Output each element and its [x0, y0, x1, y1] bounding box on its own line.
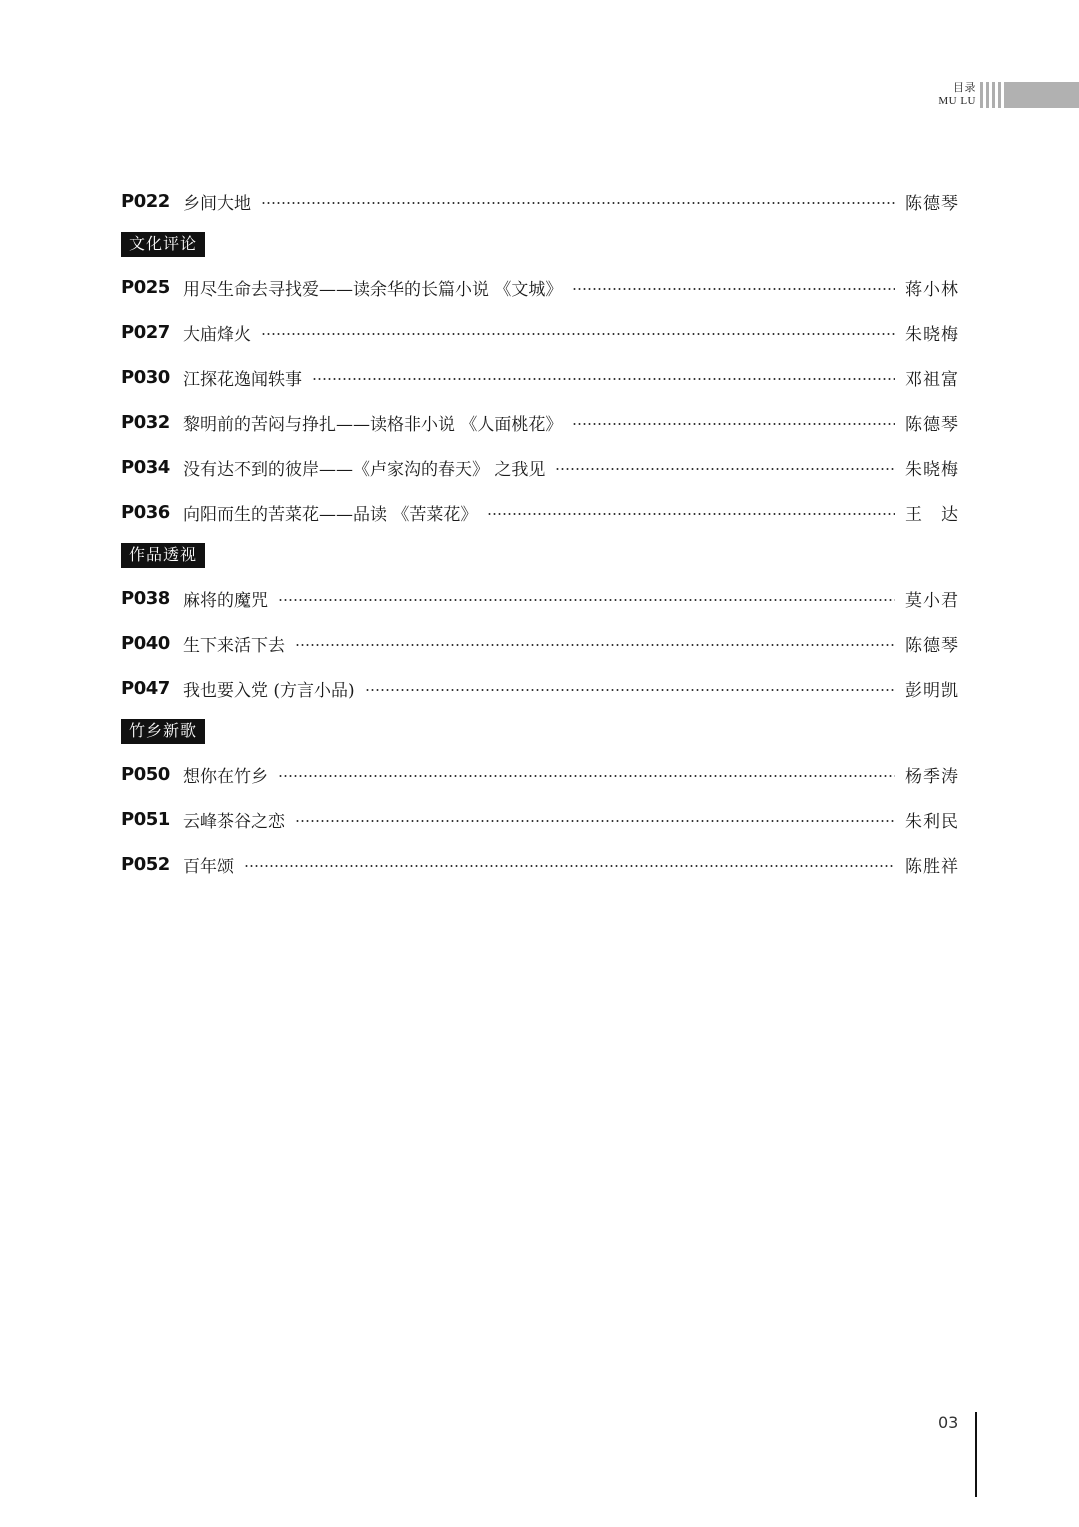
- dot-leader: [555, 468, 895, 470]
- page-code: P030: [121, 366, 170, 388]
- toc-entry[interactable]: [121, 452, 959, 482]
- toc-entry[interactable]: [121, 407, 959, 437]
- toc-entry[interactable]: [121, 362, 959, 392]
- dot-leader: [295, 820, 895, 822]
- dot-leader: [295, 644, 895, 646]
- entry-author: 杨季涛: [905, 766, 959, 787]
- entry-title: 百年颂: [183, 856, 234, 877]
- entry-author: 陈德琴: [905, 635, 959, 656]
- entry-title: 向阳而生的苦菜花——品读 《苦菜花》: [183, 504, 478, 525]
- entry-title: 云峰茶谷之恋: [183, 811, 285, 832]
- entry-author: 莫小君: [905, 590, 959, 611]
- entry-author: 王 达: [905, 504, 959, 525]
- entry-title: 用尽生命去寻找爱——读余华的长篇小说 《文城》: [183, 279, 563, 300]
- toc-entry[interactable]: [121, 759, 959, 789]
- entry-author: 朱晓梅: [905, 324, 959, 345]
- page-code: P052: [121, 853, 170, 875]
- entry-title: 麻将的魔咒: [183, 590, 268, 611]
- entry-author: 邓祖富: [905, 369, 959, 390]
- table-of-contents: [121, 186, 959, 894]
- page-code: P036: [121, 501, 170, 523]
- dot-leader: [572, 288, 895, 290]
- entry-author: 陈德琴: [905, 193, 959, 214]
- dot-leader: [278, 599, 895, 601]
- entry-title: 乡间大地: [183, 193, 251, 214]
- header-en: MU LU: [938, 95, 976, 107]
- entry-author: 彭明凯: [905, 680, 959, 701]
- toc-entry[interactable]: [121, 673, 959, 703]
- section-badge: 竹乡新歌: [121, 719, 205, 744]
- dot-leader: [261, 202, 895, 204]
- entry-author: 朱利民: [905, 811, 959, 832]
- entry-title: 黎明前的苦闷与挣扎——读格非小说 《人面桃花》: [183, 414, 563, 435]
- toc-entry[interactable]: [121, 804, 959, 834]
- page-code: P038: [121, 587, 170, 609]
- entry-author: 陈胜祥: [905, 856, 959, 877]
- entry-title: 没有达不到的彼岸——《卢家沟的春天》 之我见: [183, 459, 546, 480]
- dot-leader: [261, 333, 895, 335]
- page-code: P027: [121, 321, 170, 343]
- page-code: P047: [121, 677, 170, 699]
- header-label: [938, 82, 976, 108]
- page-code: P040: [121, 632, 170, 654]
- entry-author: 陈德琴: [905, 414, 959, 435]
- entry-title: 生下来活下去: [183, 635, 285, 656]
- entry-title: 想你在竹乡: [183, 766, 268, 787]
- toc-entry[interactable]: [121, 272, 959, 302]
- entry-author: 朱晓梅: [905, 459, 959, 480]
- section-badge: 文化评论: [121, 232, 205, 257]
- page-code: P025: [121, 276, 170, 298]
- header-cn: 目录: [953, 82, 976, 94]
- toc-entry[interactable]: [121, 628, 959, 658]
- section-header: [121, 542, 959, 568]
- dot-leader: [244, 865, 895, 867]
- page-code: P022: [121, 190, 170, 212]
- header-bars-decoration: [980, 82, 1002, 108]
- page-code: P032: [121, 411, 170, 433]
- entry-author: 蒋小林: [905, 279, 959, 300]
- page-code: P050: [121, 763, 170, 785]
- entry-title: 大庙烽火: [183, 324, 251, 345]
- entry-title: 江探花逸闻轶事: [183, 369, 302, 390]
- section-header: [121, 231, 959, 257]
- page-code: P034: [121, 456, 170, 478]
- toc-entry[interactable]: [121, 186, 959, 216]
- toc-entry[interactable]: [121, 497, 959, 527]
- dot-leader: [572, 423, 895, 425]
- section-header: [121, 718, 959, 744]
- toc-entry[interactable]: [121, 849, 959, 879]
- dot-leader: [312, 378, 895, 380]
- section-badge: 作品透视: [121, 543, 205, 568]
- page-code: P051: [121, 808, 170, 830]
- dot-leader: [278, 775, 895, 777]
- page-number-rule: [975, 1412, 977, 1497]
- entry-title: 我也要入党 (方言小品): [183, 680, 355, 701]
- dot-leader: [365, 689, 895, 691]
- header-gray-block: [1004, 82, 1079, 108]
- toc-entry[interactable]: [121, 583, 959, 613]
- toc-entry[interactable]: [121, 317, 959, 347]
- page-number: 03: [938, 1413, 959, 1432]
- dot-leader: [487, 513, 895, 515]
